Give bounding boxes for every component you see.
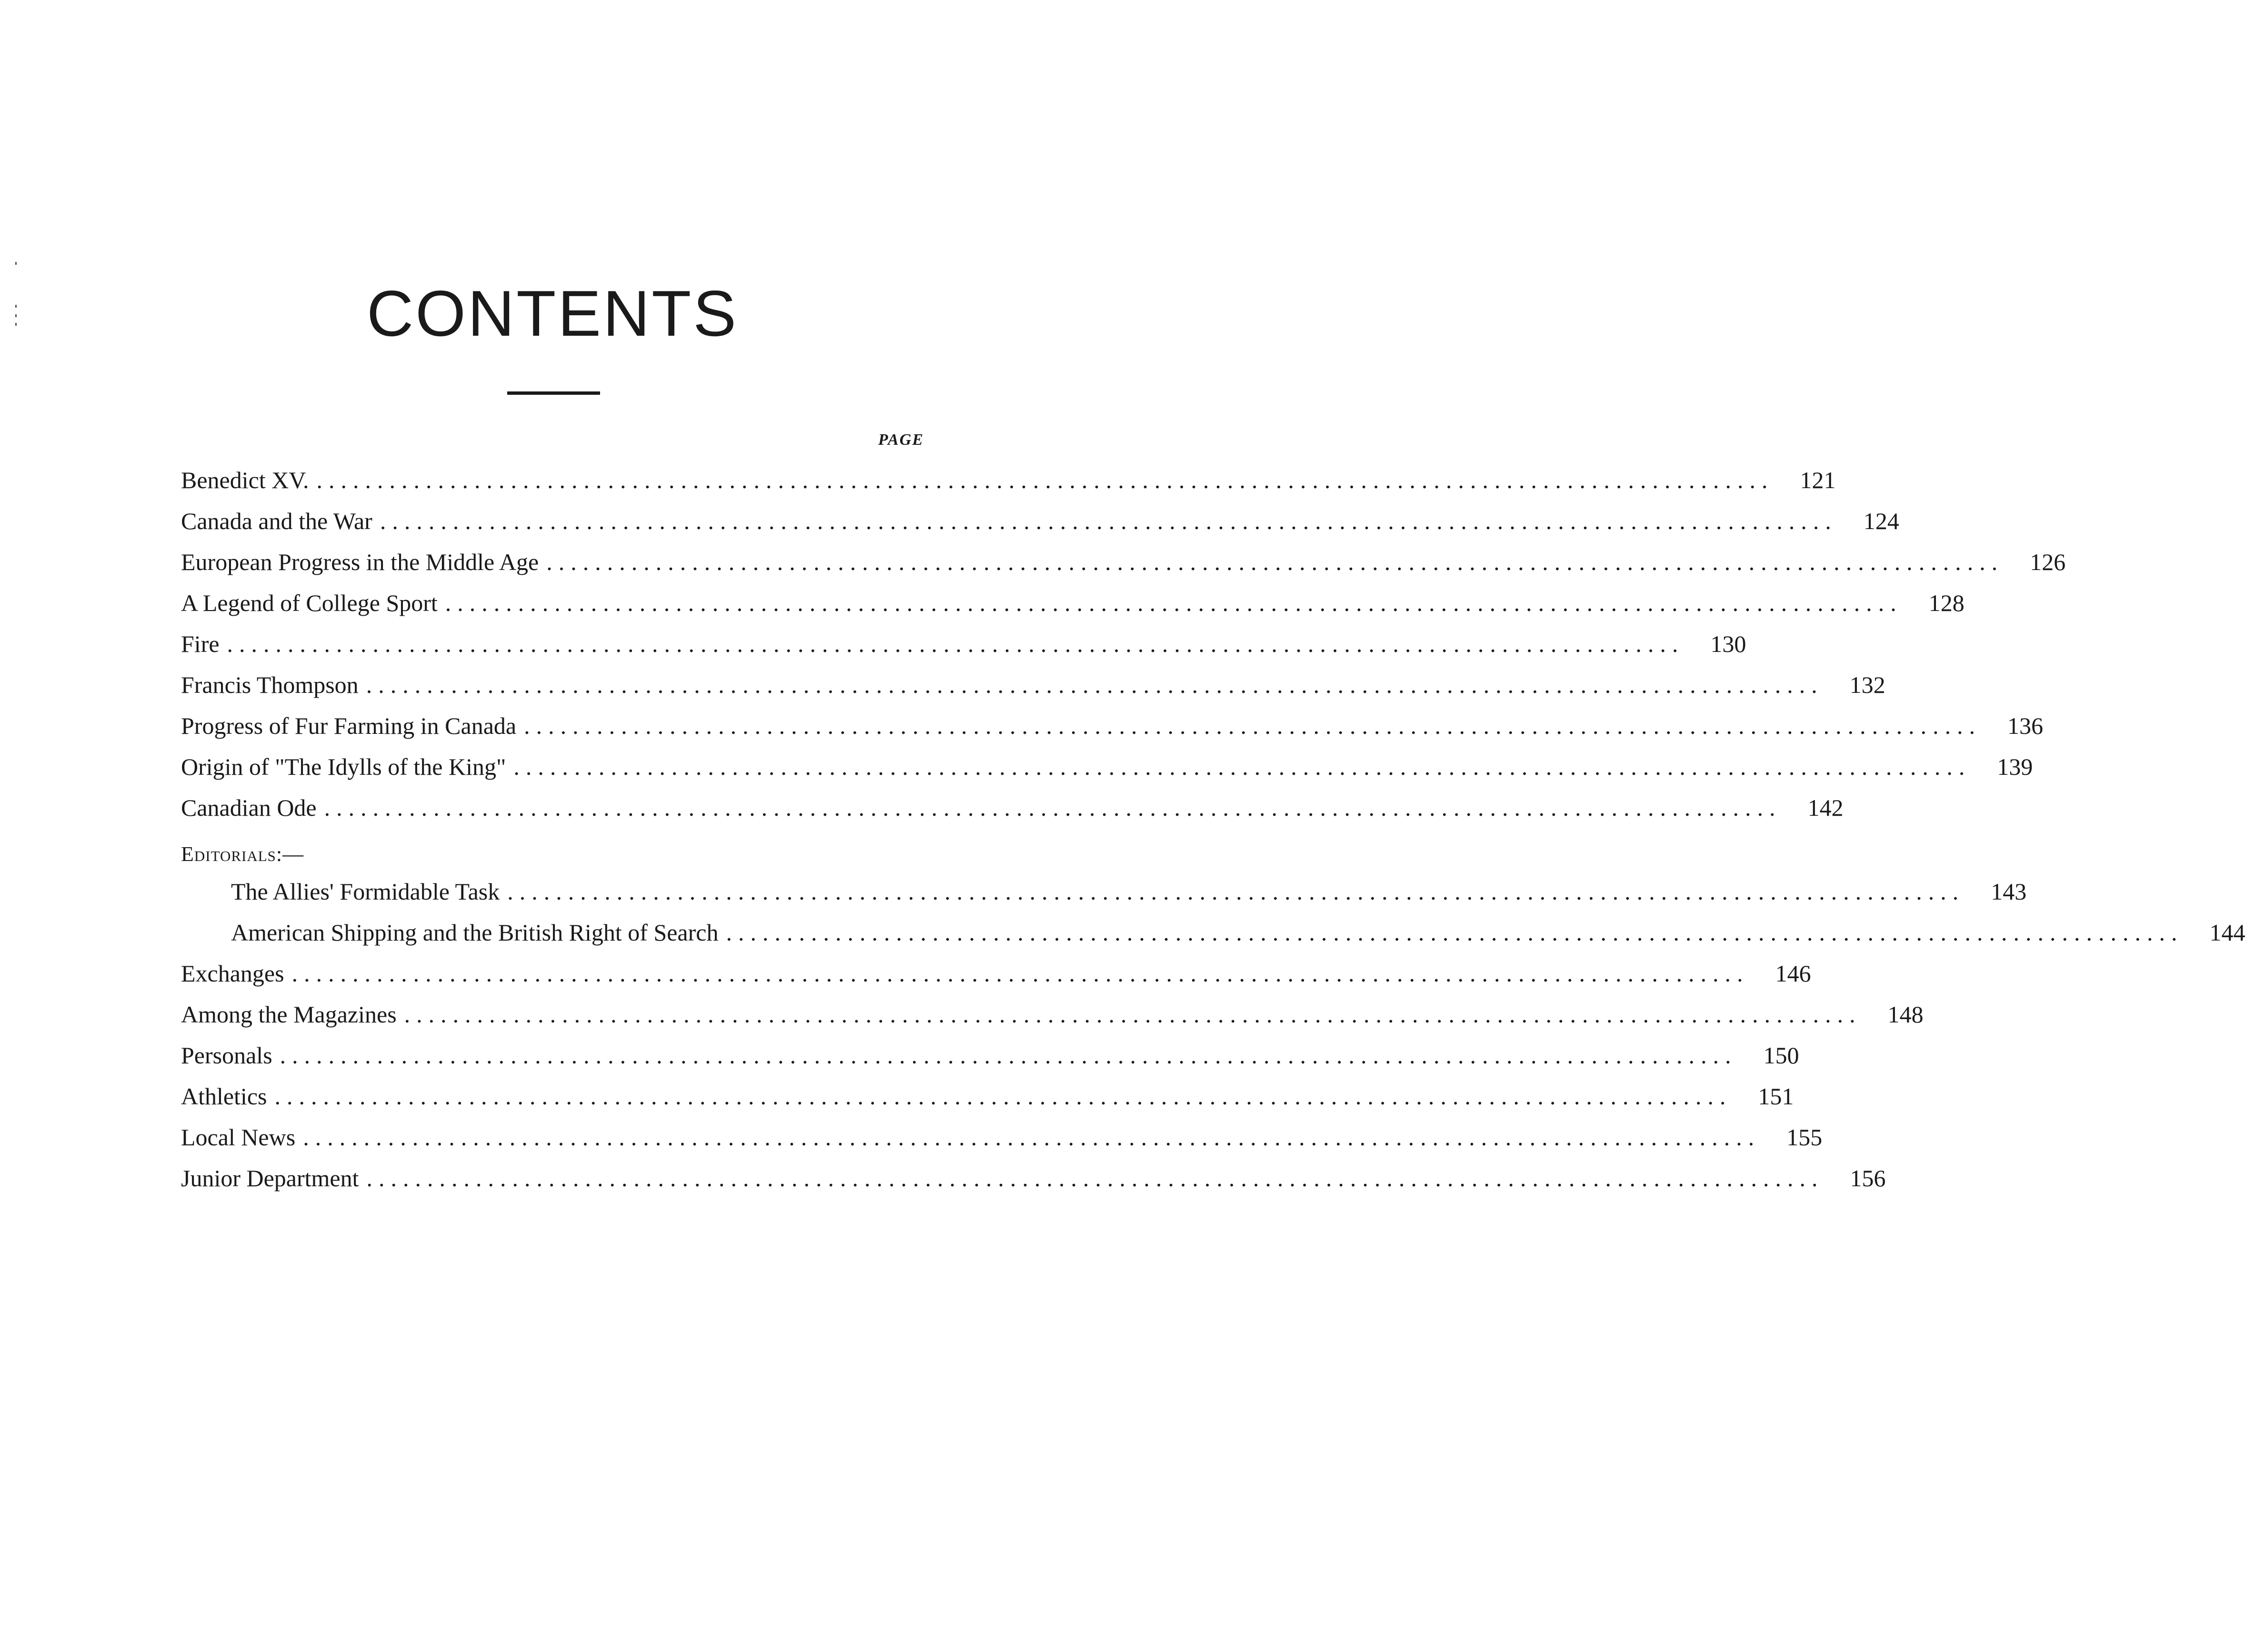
table-of-contents [181,460,2245,1199]
toc-entry [181,1117,1823,1158]
dot-leader: ........................................................................................................................ [726,919,2184,946]
toc-entry [181,705,2044,746]
toc-entry-title: Among the Magazines [181,1001,397,1028]
page-title: CONTENTS [367,277,738,350]
toc-entry-title: Exchanges [181,960,284,987]
toc-entry-page: 126 [2030,549,2066,575]
toc-entry [181,994,1924,1035]
toc-entry [181,787,1844,828]
toc-entry [181,541,2066,582]
toc-entry-title: Benedict XV. [181,467,309,493]
toc-entry-page: 128 [1928,590,1964,616]
toc-entry-page: 121 [1800,467,1836,493]
toc-entry-title: American Shipping and the British Right of Search [231,919,719,946]
dot-leader: ........................................................................................................................ [303,1124,1761,1151]
toc-entry-page: 156 [1850,1165,1886,1191]
toc-entry-title: Progress of Fur Farming in Canada [181,712,517,739]
dot-leader: ........................................................................................................................ [380,508,1837,534]
dot-leader: ........................................................................................................................ [507,878,1965,905]
dot-leader: ........................................................................................................................ [274,1083,1732,1110]
dot-leader: ........................................................................................................................ [513,753,1971,780]
toc-entry-title: The Allies' Formidable Task [231,878,500,905]
toc-entry-page: 130 [1710,631,1746,657]
toc-entry-title: Personals [181,1042,272,1069]
toc-entry-title: Canada and the War [181,508,372,534]
toc-entry [181,1158,1886,1199]
dot-leader: ........................................................................................................................ [445,590,1903,616]
toc-entry [181,912,2245,953]
toc-entry [181,460,1836,501]
toc-entry-page: 146 [1775,960,1811,987]
toc-entry-title: European Progress in the Middle Age [181,549,539,575]
toc-entry [181,501,1899,541]
dot-leader: ........................................................................................................................ [366,671,1824,698]
toc-entry-page: 132 [1849,671,1885,698]
toc-entry-page: 143 [1991,878,2027,905]
toc-entry [181,953,1811,994]
toc-entry [181,746,2033,787]
dot-leader: ........................................................................................................................ [291,960,1749,987]
dot-leader: ........................................................................................................................ [324,794,1782,821]
toc-entry-page: 150 [1763,1042,1799,1069]
toc-entry-title: Origin of "The Idylls of the King" [181,753,506,780]
dot-leader: ........................................................................................................................ [316,467,1774,493]
dot-leader: ........................................................................................................................ [366,1165,1824,1191]
toc-entry [181,1035,1799,1076]
toc-entry-page: 155 [1786,1124,1823,1151]
toc-entry [181,623,1746,664]
dot-leader: ........................................................................................................................ [227,631,1684,657]
toc-entry-page: 124 [1863,508,1899,534]
page-column-header: PAGE [878,431,924,449]
dot-leader: ........................................................................................................................ [404,1001,1862,1028]
toc-entry-page: 148 [1887,1001,1924,1028]
toc-entry [181,1076,1794,1117]
toc-entry-page: 144 [2209,919,2245,946]
toc-entry-page: 139 [1997,753,2033,780]
editorials-heading: Editorials:— [181,842,304,866]
toc-entry-title: Fire [181,631,220,657]
toc-entry [181,871,2027,912]
toc-entry-page: 136 [2007,712,2044,739]
toc-entry-page: 142 [1807,794,1844,821]
dot-leader: ........................................................................................................................ [524,712,1982,739]
toc-entry [181,664,1885,705]
dot-leader: ........................................................................................................................ [280,1042,1737,1069]
dot-leader: ........................................................................................................................ [546,549,2004,575]
toc-entry-page: 151 [1758,1083,1794,1110]
toc-entry-title: Francis Thompson [181,671,359,698]
toc-entry-title: Junior Department [181,1165,359,1191]
toc-entry-title: A Legend of College Sport [181,590,438,616]
toc-entry-title: Athletics [181,1083,267,1110]
toc-entry-title: Canadian Ode [181,794,317,821]
toc-entry-title: Local News [181,1124,296,1151]
toc-entry [181,582,1964,623]
title-rule [507,391,600,395]
